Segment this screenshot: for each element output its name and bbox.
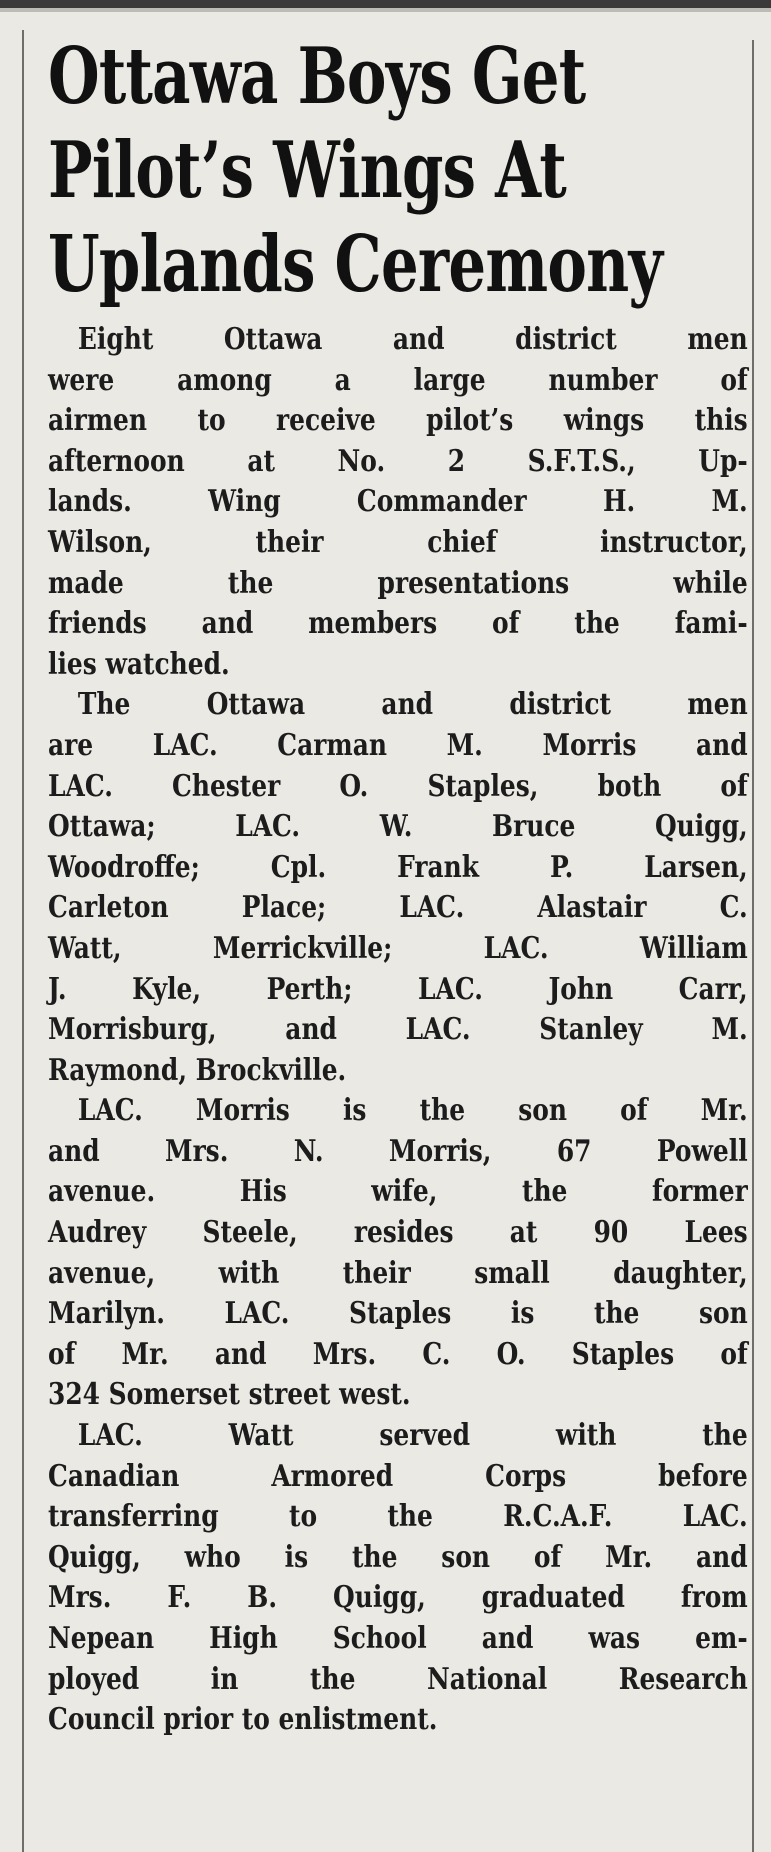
text-line: are LAC. Carman M. Morris and bbox=[48, 727, 748, 763]
text-line: Mrs. F. B. Quigg, graduated from bbox=[48, 1580, 748, 1616]
text-line: Wilson, their chief instructor, bbox=[48, 524, 748, 560]
text-line: LAC. Chester O. Staples, both of bbox=[48, 768, 748, 804]
text-line: Canadian Armored Corps before bbox=[48, 1458, 748, 1494]
text-line: Eight Ottawa and district men bbox=[77, 322, 748, 357]
text-line: friends and members of the fami- bbox=[48, 606, 748, 642]
text-line: LAC. Morris is the son of Mr. bbox=[77, 1093, 748, 1129]
paragraph-1 bbox=[48, 320, 748, 685]
text-line: afternoon at No. 2 S.F.T.S., Up- bbox=[48, 443, 748, 479]
text-line: Carleton Place; LAC. Alastair C. bbox=[48, 890, 748, 926]
text-line: J. Kyle, Perth; LAC. John Carr, bbox=[48, 971, 748, 1007]
text-line: Audrey Steele, resides at 90 Lees bbox=[48, 1215, 748, 1251]
text-line: were among a large number of bbox=[48, 362, 748, 398]
text-line: Raymond, Brockville. bbox=[48, 1052, 347, 1088]
text-line: Marilyn. LAC. Staples is the son bbox=[48, 1296, 748, 1332]
text-line: avenue, with their small daughter, bbox=[48, 1255, 748, 1291]
article-body bbox=[48, 320, 748, 1741]
text-line: LAC. Watt served with the bbox=[77, 1418, 748, 1454]
text-line: lands. Wing Commander H. M. bbox=[48, 484, 748, 520]
text-line: Morrisburg, and LAC. Stanley M. bbox=[48, 1012, 748, 1048]
text-line: of Mr. and Mrs. C. O. Staples of bbox=[48, 1336, 748, 1372]
headline-line: Pilot’s Wings At bbox=[48, 125, 566, 216]
headline-line: Uplands Ceremony bbox=[48, 219, 663, 310]
column-rule-left bbox=[22, 30, 24, 1852]
paragraph-2 bbox=[48, 685, 748, 1091]
text-line: Watt, Merrickville; LAC. William bbox=[48, 930, 748, 966]
text-line: Ottawa; LAC. W. Bruce Quigg, bbox=[48, 809, 748, 845]
text-line: lies watched. bbox=[48, 646, 230, 682]
text-line: and Mrs. N. Morris, 67 Powell bbox=[48, 1133, 748, 1169]
text-line: The Ottawa and district men bbox=[77, 687, 748, 723]
text-line: airmen to receive pilot’s wings this bbox=[48, 403, 748, 439]
article bbox=[48, 30, 748, 1741]
text-line: Council prior to enlistment. bbox=[48, 1702, 438, 1738]
text-line: Woodroffe; Cpl. Frank P. Larsen, bbox=[48, 849, 748, 885]
text-line: 324 Somerset street west. bbox=[48, 1377, 411, 1413]
text-line: Nepean High School and was em- bbox=[48, 1621, 748, 1656]
text-line: avenue. His wife, the former bbox=[48, 1174, 748, 1210]
column-rule-right bbox=[752, 40, 754, 1852]
top-border-shadow bbox=[0, 8, 771, 12]
headline-line: Ottawa Boys Get bbox=[48, 31, 586, 122]
headline bbox=[48, 30, 747, 312]
paragraph-4 bbox=[48, 1416, 748, 1741]
top-border-rule bbox=[0, 0, 771, 8]
text-line: Quigg, who is the son of Mr. and bbox=[48, 1539, 748, 1575]
paragraph-3 bbox=[48, 1091, 748, 1416]
text-line: made the presentations while bbox=[48, 565, 748, 601]
text-line: ployed in the National Research bbox=[48, 1661, 748, 1697]
text-line: transferring to the R.C.A.F. LAC. bbox=[48, 1499, 748, 1535]
